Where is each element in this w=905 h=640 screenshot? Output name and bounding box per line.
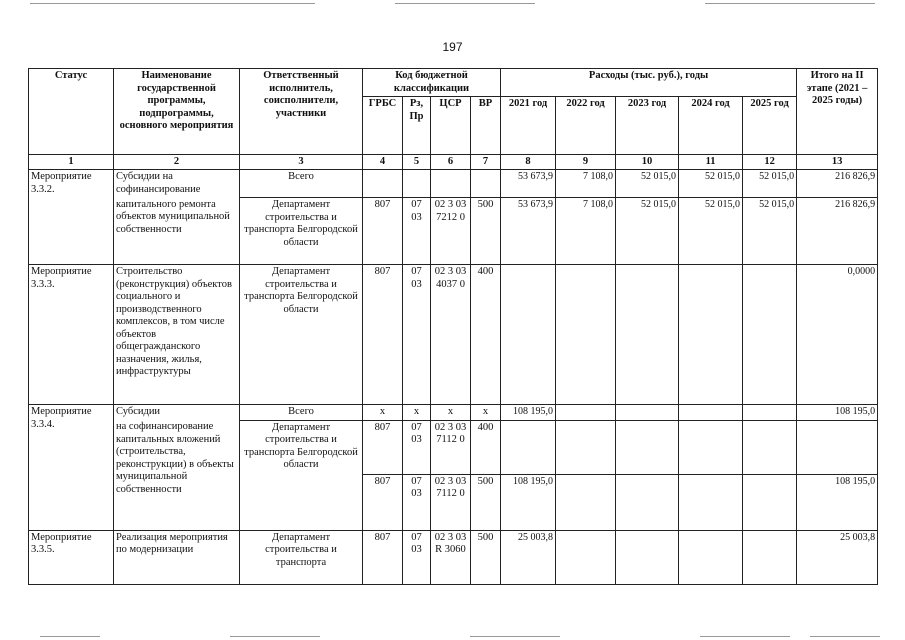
value-2024 [679,530,743,584]
value-2024 [679,474,743,530]
responsible-cell: Всего [240,170,363,198]
bottom-scan-line [700,636,790,637]
value-2022 [556,530,616,584]
budget-table [28,68,878,585]
vr-cell: х [471,405,501,421]
bottom-scan-line [40,636,100,637]
value-2024 [679,420,743,474]
header-2021: 2021 год [501,97,556,155]
value-2021: 25 003,8 [501,530,556,584]
value-total: 108 195,0 [797,405,878,421]
column-number-row [29,155,878,170]
value-2024 [679,405,743,421]
header-budget-code: Код бюджетной классификации [363,69,501,97]
col-number: 9 [556,155,616,170]
name-cell: Субсидии [114,405,240,421]
status-cell: Мероприятие 3.3.2. [29,170,114,265]
responsible-cell: Департамент строительства и транспорта Белгородской области [240,420,363,530]
value-total: 216 826,9 [797,198,878,265]
responsible-cell: Департамент строительства и транспорта [240,530,363,584]
vr-cell: 400 [471,265,501,405]
value-2022 [556,420,616,474]
col-number: 6 [431,155,471,170]
status-cell: Мероприятие 3.3.3. [29,265,114,405]
rzpr-cell: 07 03 [403,420,431,474]
value-2025: 52 015,0 [743,198,797,265]
csr-cell: 02 3 03 4037 0 [431,265,471,405]
col-number: 1 [29,155,114,170]
header-name: Наименование государственной программы, подпрограммы, основного мероприятия [114,69,240,155]
responsible-cell: Департамент строительства и транспорта Белгородской области [240,198,363,265]
col-number: 10 [616,155,679,170]
bottom-scan-line [470,636,560,637]
header-responsible: Ответственный исполнитель, соисполнители, участники [240,69,363,155]
value-2025 [743,530,797,584]
vr-cell: 500 [471,474,501,530]
value-2025 [743,265,797,405]
rzpr-cell: 07 03 [403,474,431,530]
value-2023 [616,530,679,584]
grbs-cell: 807 [363,420,403,474]
value-2023 [616,405,679,421]
value-2021 [501,265,556,405]
value-2021: 108 195,0 [501,474,556,530]
table-row [29,170,878,198]
top-scan-line [30,3,315,4]
csr-cell: 02 3 03 7212 0 [431,198,471,265]
status-cell: Мероприятие 3.3.5. [29,530,114,584]
value-2023: 52 015,0 [616,198,679,265]
header-csr: ЦСР [431,97,471,155]
value-2025: 52 015,0 [743,170,797,198]
grbs-cell: х [363,405,403,421]
value-2022 [556,265,616,405]
rzpr-cell: х [403,405,431,421]
csr-cell [431,170,471,198]
rzpr-cell: 07 03 [403,198,431,265]
rzpr-cell: 07 03 [403,530,431,584]
name-cell: Субсидии на софинансирование [114,170,240,198]
responsible-cell: Департамент строительства и транспорта Белгородской области [240,265,363,405]
header-2024: 2024 год [679,97,743,155]
value-total: 216 826,9 [797,170,878,198]
value-2021 [501,420,556,474]
name-cell: капитального ремонта объектов муниципальной собственности [114,198,240,265]
header-2025: 2025 год [743,97,797,155]
value-2023 [616,420,679,474]
col-number: 3 [240,155,363,170]
grbs-cell: 807 [363,530,403,584]
table-row [29,198,878,265]
col-number: 13 [797,155,878,170]
value-total: 25 003,8 [797,530,878,584]
page-number: 197 [442,40,463,54]
bottom-scan-line [810,636,880,637]
header-rzpr: Рз, Пр [403,97,431,155]
col-number: 7 [471,155,501,170]
header-expenses: Расходы (тыс. руб.), годы [501,69,797,97]
grbs-cell [363,170,403,198]
name-cell: Строительство (реконструкция) объектов социального и производственного комплексов, в том числе объектов общегражданского назначения, жилья, инфраструктуры [114,265,240,405]
value-total: 108 195,0 [797,474,878,530]
value-2021: 53 673,9 [501,198,556,265]
bottom-scan-line [230,636,320,637]
header-status: Статус [29,69,114,155]
header-grbs: ГРБС [363,97,403,155]
value-2022: 7 108,0 [556,170,616,198]
name-cell: на софинансирование капитальных вложений (строительства, реконструкции) в объекты муниципальной собственности [114,420,240,530]
csr-cell: 02 3 03 7112 0 [431,420,471,474]
vr-cell: 400 [471,420,501,474]
value-2025 [743,474,797,530]
status-cell: Мероприятие 3.3.4. [29,405,114,531]
col-number: 4 [363,155,403,170]
grbs-cell: 807 [363,474,403,530]
vr-cell [471,170,501,198]
table-row [29,405,878,421]
col-number: 11 [679,155,743,170]
value-2024 [679,265,743,405]
value-2023: 52 015,0 [616,170,679,198]
name-cell: Реализация мероприятия по модернизации [114,530,240,584]
vr-cell: 500 [471,198,501,265]
col-number: 12 [743,155,797,170]
col-number: 8 [501,155,556,170]
csr-cell: х [431,405,471,421]
value-2025 [743,405,797,421]
value-2022 [556,474,616,530]
table-row [29,420,878,474]
value-2023 [616,265,679,405]
header-total: Итого на II этапе (2021 – 2025 годы) [797,69,878,155]
value-total [797,420,878,474]
value-2021: 53 673,9 [501,170,556,198]
csr-cell: 02 3 03 7112 0 [431,474,471,530]
header-row [29,69,878,97]
col-number: 5 [403,155,431,170]
value-2023 [616,474,679,530]
value-2021: 108 195,0 [501,405,556,421]
header-2023: 2023 год [616,97,679,155]
value-2024: 52 015,0 [679,170,743,198]
rzpr-cell: 07 03 [403,265,431,405]
vr-cell: 500 [471,530,501,584]
table-row [29,530,878,584]
value-2022 [556,405,616,421]
value-2022: 7 108,0 [556,198,616,265]
grbs-cell: 807 [363,265,403,405]
rzpr-cell [403,170,431,198]
value-total: 0,0000 [797,265,878,405]
grbs-cell: 807 [363,198,403,265]
header-vr: ВР [471,97,501,155]
header-2022: 2022 год [556,97,616,155]
csr-cell: 02 3 03 R 3060 [431,530,471,584]
col-number: 2 [114,155,240,170]
responsible-cell: Всего [240,405,363,421]
value-2024: 52 015,0 [679,198,743,265]
table-row [29,265,878,405]
top-scan-line [705,3,875,4]
value-2025 [743,420,797,474]
top-scan-line [395,3,535,4]
